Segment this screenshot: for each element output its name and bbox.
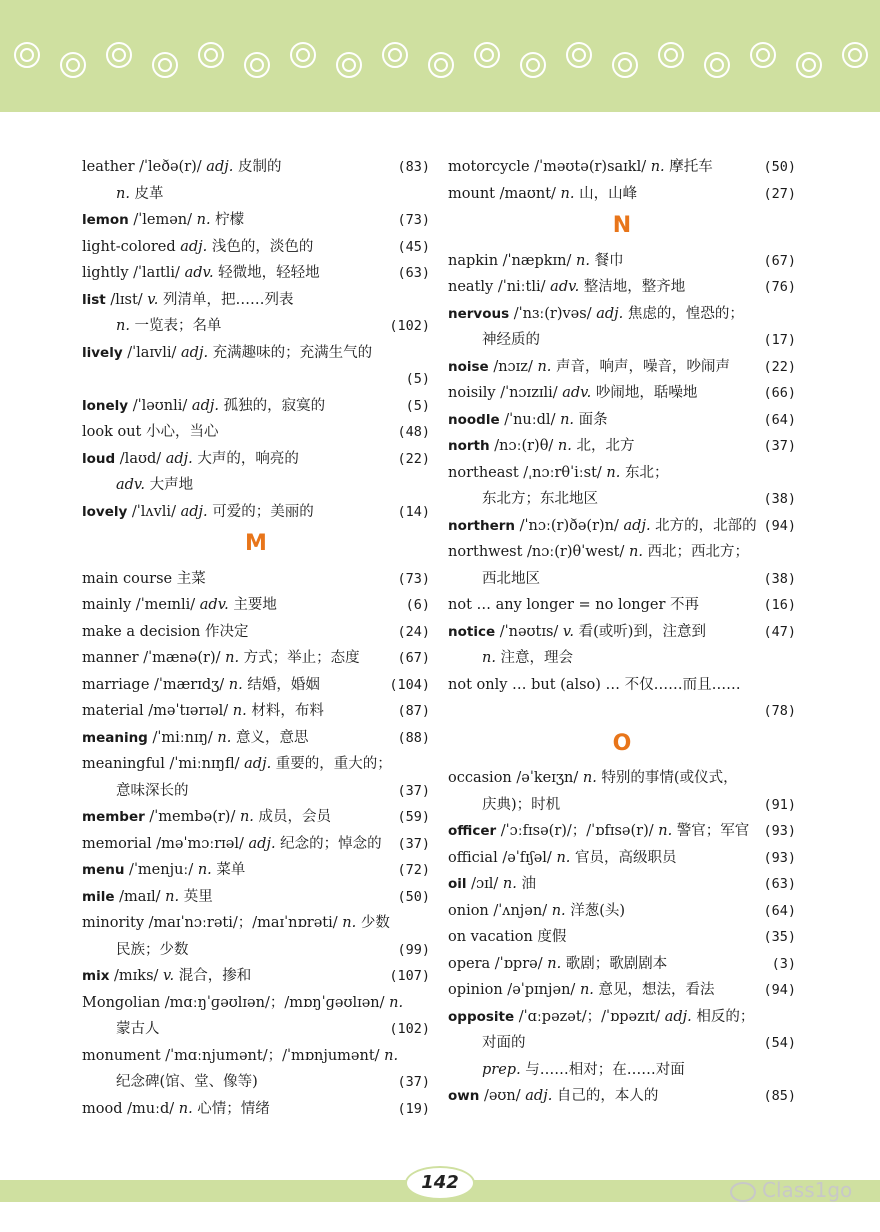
entry-text: nervous /ˈnɜː(r)vəs/ adj. 焦虑的，惶恐的； [448,305,744,322]
glossary-entry [82,393,430,420]
glossary-entry [82,154,430,207]
glossary-entry [448,845,796,872]
glossary-entry [82,419,430,446]
glossary-entry [448,154,796,181]
entry-text: 民族；少数 [116,941,189,958]
page-reference: (72) [397,862,430,878]
ring-ornament [60,52,86,78]
page-reference [424,1043,430,1070]
entry-line [82,884,430,911]
glossary-entry [82,287,430,340]
glossary-entry [448,354,796,381]
page-reference: (73) [397,212,430,228]
ring-ornament [520,52,546,78]
entry-text: mile /maɪl/ n. 英里 [82,888,213,905]
glossary-entry [82,910,430,963]
ring-ornament [290,42,316,68]
entry-text: 蒙古人 [116,1021,160,1037]
page-reference [790,539,796,566]
entry-continuation [448,327,796,354]
page-reference: (78) [763,703,796,719]
entry-line [448,539,796,566]
entry-line [82,963,430,990]
entry-line [448,274,796,301]
entry-line [82,592,430,619]
entry-text: northern /ˈnɔː(r)ðə(r)n/ adj. 北方的，北部的 [448,517,757,534]
page-reference: (107) [389,968,430,984]
glossary-entry [82,751,430,804]
glossary-entry [448,274,796,301]
entry-line [82,566,430,593]
entry-text: mainly /ˈmeɪnli/ adv. 主要地 [82,597,277,613]
entry-line [448,513,796,540]
entry-line [82,725,430,752]
section-letter: N [612,213,632,238]
glossary-entry [82,340,430,393]
entry-text: napkin /ˈnæpkɪn/ n. 餐巾 [448,252,624,269]
watermark [730,1178,852,1202]
page-reference: (22) [763,358,796,375]
glossary-entry [82,963,430,990]
page-reference: (99) [397,941,430,958]
glossary-entry [448,765,796,818]
page-reference [790,1004,796,1031]
entry-line [82,1043,430,1070]
glossary-entry [448,592,796,619]
page-reference [424,910,430,937]
entry-continuation [82,937,430,964]
ring-ornament [750,42,776,68]
entry-text: not … any longer = no longer 不再 [448,597,700,613]
page-reference: (37) [397,835,430,852]
entry-line [448,354,796,381]
entry-text: minority /maɪˈnɔːrəti/；/maɪˈnɒrəti/ n. 少数 [82,915,390,931]
entry-continuation [82,472,430,499]
entry-text: make a decision 作决定 [82,623,249,640]
entry-line [82,446,430,473]
glossary-entry [82,1043,430,1096]
entry-line [448,924,796,951]
entry-line [448,433,796,460]
ring-ornament [152,52,178,78]
entry-line [82,1096,430,1123]
glossary-entry [82,499,430,526]
entry-text: adv. 大声地 [116,477,194,493]
entry-line [82,499,430,526]
entry-line [82,990,430,1017]
entry-text: northwest /nɔː(r)θˈwest/ n. 西北；西北方； [448,544,750,560]
glossary-entry [448,924,796,951]
page-reference: (5) [405,397,430,414]
glossary-entry [82,260,430,287]
entry-text: 神经质的 [482,332,540,348]
ring-ornament [704,52,730,78]
entry-text: lively /ˈlaɪvli/ adj. 充满趣味的；充满生气的 [82,344,373,361]
page-reference: (54) [763,1035,796,1051]
entry-text: officer /ˈɔːfɪsə(r)/；/ˈɒfɪsə(r)/ n. 警官；军官 [448,823,750,839]
glossary-entry [448,951,796,978]
page-reference: (93) [763,849,796,866]
glossary-entry [82,446,430,499]
page-reference [424,751,430,778]
entry-line [82,287,430,314]
entry-text: 意味深长的 [116,782,189,799]
entry-line [448,460,796,487]
glossary-entry [82,831,430,858]
glossary-entry [448,380,796,407]
entry-line [82,619,430,646]
entry-text: northeast /ˌnɔːrθˈiːst/ n. 东北； [448,464,669,481]
entry-line [448,977,796,1004]
entry-line [82,207,430,234]
entry-continuation [448,645,796,672]
page-reference: (50) [397,888,430,905]
page-reference: (5) [405,371,430,387]
section-letter: O [612,730,632,756]
entry-text: monument /ˈmɑːnjumənt/；/ˈmɒnjumənt/ n. [82,1047,399,1064]
entry-text: lovely /ˈlʌvli/ adj. 可爱的；美丽的 [82,503,314,520]
entry-text: north /nɔː(r)θ/ n. 北，北方 [448,438,635,454]
page-reference: (37) [763,438,796,454]
entry-text: member /ˈmembə(r)/ n. 成员，会员 [82,809,332,825]
entry-continuation [82,313,430,340]
ring-ornament [106,42,132,68]
entry-text: noodle /ˈnuːdl/ n. 面条 [448,411,608,428]
entry-text: loud /laʊd/ adj. 大声的，响亮的 [82,450,299,467]
entry-line [82,672,430,699]
entry-line [448,898,796,925]
entry-continuation [448,486,796,513]
page-reference: (24) [397,623,430,640]
ring-ornament [198,42,224,68]
left-column [82,154,430,1122]
page-reference [790,1057,796,1084]
entry-line [82,751,430,778]
page-reference: (22) [397,450,430,467]
page-reference [424,472,430,499]
page-reference: (63) [763,876,796,892]
entry-text: mount /maʊnt/ n. 山，山峰 [448,185,638,202]
page-reference: (102) [389,318,430,334]
ring-ornament [244,52,270,78]
ring-ornament [336,52,362,78]
glossary-entry [82,804,430,831]
glossary-entry [448,818,796,845]
page-reference: (64) [763,411,796,428]
entry-line [82,419,430,446]
entry-line [82,260,430,287]
ring-ornament [474,42,500,68]
page-reference: (37) [397,782,430,799]
entry-line [82,857,430,884]
entry-text: manner /ˈmænə(r)/ n. 方式；举止；态度 [82,650,360,666]
entry-text: noise /nɔɪz/ n. 声音，响声，噪音，吵闹声 [448,358,731,375]
page-reference: (35) [763,929,796,945]
page-reference [424,181,430,208]
page-reference: (59) [397,809,430,825]
glossary-entry [82,566,430,593]
entry-text: prep. 与……相对；在……对面 [482,1061,685,1078]
glossary-entry [448,181,796,208]
entry-continuation [448,1030,796,1057]
page-reference: (85) [763,1088,796,1104]
entry-continuation [82,1069,430,1096]
entry-text: 对面的 [482,1035,526,1051]
entry-text: on vacation 度假 [448,929,567,945]
glossary-entry [448,433,796,460]
page-reference: (91) [763,796,796,813]
page-reference [424,990,430,1017]
glossary-entry [82,990,430,1043]
entry-line [448,248,796,275]
entry-text: mix /mɪks/ v. 混合，掺和 [82,968,252,984]
section-letter: M [245,531,267,556]
ring-ornament [612,52,638,78]
entry-line [448,154,796,181]
entry-text: opinion /əˈpɪnjən/ n. 意见，想法，看法 [448,982,715,998]
page-reference: (94) [763,982,796,998]
page-reference: (38) [763,570,796,587]
page-reference: (87) [397,703,430,719]
entry-line [82,831,430,858]
entry-continuation [448,698,796,725]
entry-line [448,818,796,845]
page-reference: (64) [763,902,796,919]
entry-text: 西北地区 [482,570,540,587]
entry-line [448,301,796,328]
right-column [448,154,796,1110]
entry-text: menu /ˈmenjuː/ n. 菜单 [82,862,246,878]
glossary-entry [82,857,430,884]
entry-text: mood /muːd/ n. 心情；情绪 [82,1100,270,1117]
page-reference: (50) [763,159,796,175]
entry-line [448,871,796,898]
glossary-entry [82,234,430,261]
entry-continuation [82,1016,430,1043]
entry-text: 东北方；东北地区 [482,491,598,507]
entry-text: Mongolian /mɑːŋˈɡəʊlɪən/；/mɒŋˈɡəʊlɪən/ n. [82,994,404,1011]
page-reference: (63) [397,265,430,281]
entry-line [448,592,796,619]
entry-line [82,234,430,261]
glossary-entry [448,672,796,725]
entry-text: n. 注意，理会 [482,650,574,666]
entry-text: list /lɪst/ v. 列清单，把……列表 [82,291,294,308]
page-reference: (45) [397,238,430,255]
entry-text: lightly /ˈlaɪtli/ adv. 轻微地，轻轻地 [82,265,320,281]
page-reference: (104) [389,676,430,693]
glossary-entry [82,672,430,699]
entry-text: opposite /ˈɑːpəzət/；/ˈɒpəzɪt/ adj. 相反的； [448,1008,755,1025]
glossary-entry [448,1004,796,1084]
page-reference: (102) [389,1021,430,1037]
entry-text: n. 皮革 [116,185,164,202]
entry-line [82,910,430,937]
ring-ornament [566,42,592,68]
glossary-entry [448,619,796,672]
entry-continuation [448,1057,796,1084]
entry-text: 纪念碑(馆、堂、像等) [116,1074,258,1090]
glossary-entry [448,407,796,434]
entry-continuation [82,366,430,393]
page-reference: (14) [397,503,430,520]
page-reference [790,645,796,672]
page-reference: (93) [763,823,796,839]
glossary-entry [82,725,430,752]
entry-text: official /əˈfɪʃəl/ n. 官员，高级职员 [448,849,677,866]
page-reference: (83) [397,159,430,175]
entry-text: meaningful /ˈmiːnɪŋfl/ adj. 重要的，重大的； [82,756,392,772]
entry-text: material /məˈtɪərɪəl/ n. 材料，布料 [82,703,324,719]
entry-text: notice /ˈnəʊtɪs/ v. 看(或听)到，注意到 [448,623,706,640]
entry-text: main course 主菜 [82,570,206,587]
ring-ornament [796,52,822,78]
glossary-entry [448,513,796,540]
entry-text: noisily /ˈnɔɪzɪli/ adv. 吵闹地，聒噪地 [448,385,698,401]
page-reference: (16) [763,597,796,613]
header-band [0,0,880,112]
entry-text: own /əʊn/ adj. 自己的，本人的 [448,1088,659,1104]
ring-ornament [658,42,684,68]
entry-text: leather /ˈleðə(r)/ adj. 皮制的 [82,159,282,175]
page-reference [790,765,796,792]
entry-line [448,380,796,407]
page-reference [790,301,796,328]
entry-text: occasion /əˈkeɪʒn/ n. 特别的事情(或仪式， [448,770,738,786]
ring-ornament [842,42,868,68]
entry-text: meaning /ˈmiːnɪŋ/ n. 意义，意思 [82,729,309,746]
page-reference: (6) [405,597,430,613]
entry-text: neatly /ˈniːtli/ adv. 整洁地，整齐地 [448,279,686,295]
entry-continuation [448,792,796,819]
entry-line [82,393,430,420]
decorative-rings [14,30,874,100]
entry-line [448,951,796,978]
page-reference [424,287,430,314]
entry-line [448,672,796,699]
ring-ornament [428,52,454,78]
entry-text: oil /ɔɪl/ n. 油 [448,876,536,892]
page-reference: (17) [763,332,796,348]
glossary-entry [82,1096,430,1123]
entry-line [448,181,796,208]
page-reference: (3) [771,955,796,972]
entry-text: not only … but (also) … 不仅……而且…… [448,676,741,693]
entry-text: n. 一览表；名单 [116,318,222,334]
page-reference: (67) [763,252,796,269]
entry-line [448,1083,796,1110]
glossary-entry [448,248,796,275]
watermark-text: Class1go [762,1178,853,1202]
page-reference [790,672,796,699]
glossary-entry [82,698,430,725]
entry-line [448,765,796,792]
entry-text: opera /ˈɒprə/ n. 歌剧；歌剧剧本 [448,955,668,972]
page-reference: (67) [397,650,430,666]
glossary-entry [82,592,430,619]
entry-line [448,845,796,872]
page-reference: (48) [397,424,430,440]
page-reference: (73) [397,570,430,587]
glossary-entry [448,539,796,592]
wechat-icon [730,1182,756,1202]
ring-ornament [382,42,408,68]
glossary-entry [82,619,430,646]
entry-text: motorcycle /ˈməʊtə(r)saɪkl/ n. 摩托车 [448,159,713,175]
glossary-entry [448,1083,796,1110]
ring-ornament [14,42,40,68]
page-reference: (88) [397,729,430,746]
glossary-entry [448,871,796,898]
entry-text: light-colored adj. 浅色的，淡色的 [82,238,314,255]
entry-text: onion /ˈʌnjən/ n. 洋葱(头) [448,902,626,919]
page-reference [790,460,796,487]
page-reference: (47) [763,623,796,640]
glossary-entry [448,898,796,925]
entry-continuation [82,181,430,208]
page-reference: (38) [763,491,796,507]
glossary-entry [82,207,430,234]
page-reference: (27) [763,185,796,202]
page-reference: (66) [763,385,796,401]
page-reference [424,340,430,367]
glossary-entry [448,977,796,1004]
entry-text: marriage /ˈmærɪdʒ/ n. 结婚，婚姻 [82,676,320,693]
entry-line [448,1004,796,1031]
glossary-entry [448,460,796,513]
glossary-entry [448,301,796,354]
entry-text: look out 小心，当心 [82,424,219,440]
entry-text: lonely /ˈləʊnli/ adj. 孤独的，寂寞的 [82,397,326,414]
entry-text: 庆典)；时机 [482,796,561,813]
entry-line [448,407,796,434]
glossary-entry [82,645,430,672]
page-reference: (37) [397,1074,430,1090]
entry-line [448,619,796,646]
entry-continuation [82,778,430,805]
page-reference: (19) [397,1100,430,1117]
entry-text: lemon /ˈlemən/ n. 柠檬 [82,212,245,228]
glossary-entry [82,884,430,911]
entry-line [82,154,430,181]
page-reference: (94) [763,517,796,534]
entry-line [82,698,430,725]
entry-continuation [448,566,796,593]
entry-text: memorial /məˈmɔːrɪəl/ adj. 纪念的；悼念的 [82,835,382,852]
entry-line [82,645,430,672]
entry-line [82,804,430,831]
entry-line [82,340,430,367]
page-number: 142 [405,1166,475,1200]
page-reference: (76) [763,279,796,295]
